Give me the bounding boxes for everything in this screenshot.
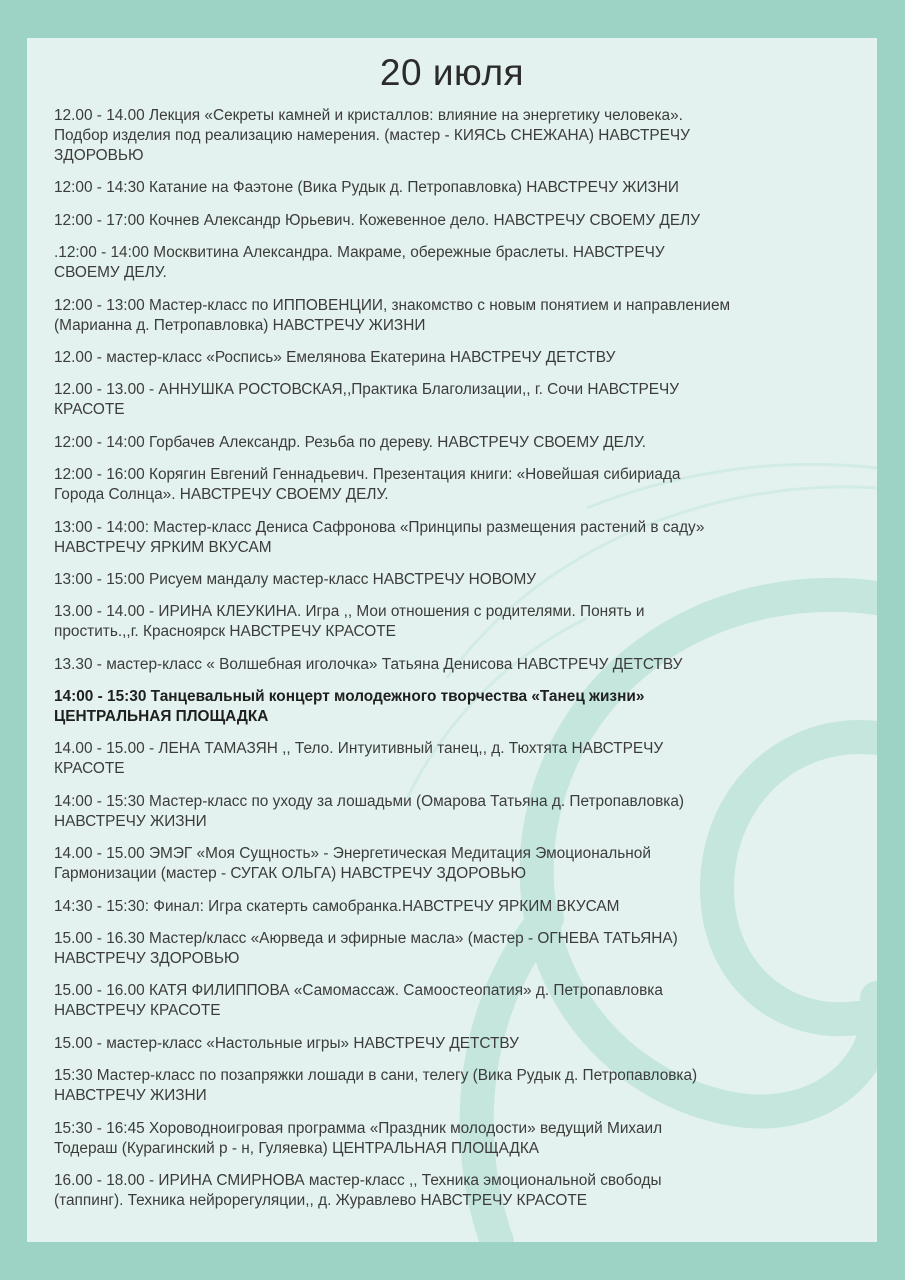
list-item: 15.00 - мастер-класс «Настольные игры» НАВСТРЕЧУ ДЕТСТВУ — [54, 1034, 519, 1052]
list-item: 15:30 - 16:45 Хороводноигровая программа «Праздник молодости» ведущий Михаил Тодераш (Курагинский р - н, Гуляевка) ЦЕНТРАЛЬНАЯ ПЛОЩАДКА — [54, 1119, 663, 1157]
list-item: 13.00 - 14.00 - ИРИНА КЛЕУКИНА. Игра ,, Мои отношения с родителями. Понять и простить.,,г. Красноярск НАВСТРЕЧУ КРАСОТЕ — [54, 603, 645, 641]
list-item: 16.00 - 18.00 - ИРИНА СМИРНОВА мастер-класс ,, Техника эмоциональной свободы (таппинг). Техника нейрорегуляции,, д. Журавлево НАВСТРЕЧУ КРАСОТЕ — [54, 1171, 662, 1209]
list-item: 15.00 - 16.00 КАТЯ ФИЛИППОВА «Самомассаж. Самоостеопатия» д. Петропавловка НАВСТРЕЧУ КРАСОТЕ — [54, 982, 663, 1020]
list-item: 12.00 - 14.00 Лекция «Секреты камней и кристаллов: влияние на энергетику человека». Подбор изделия под реализацию намерения. (мастер - КИЯСЬ СНЕЖАНА) НАВСТРЕЧУ ЗДОРОВЬЮ — [54, 107, 690, 164]
list-item: 14:00 - 15:30 Мастер-класс по уходу за лошадьми (Омарова Татьяна д. Петропавловка) НАВСТРЕЧУ ЖИЗНИ — [54, 792, 685, 830]
list-item: 12:00 - 13:00 Мастер-класс по ИППОВЕНЦИИ, знакомство с новым понятием и направлением (Марианна д. Петропавловка) НАВСТРЕЧУ ЖИЗНИ — [54, 296, 731, 334]
list-item: 14.00 - 15.00 - ЛЕНА ТАМАЗЯН ,, Тело. Интуитивный танец,, д. Тюхтята НАВСТРЕЧУ КРАСОТЕ — [54, 740, 664, 778]
list-item: 13:00 - 14:00: Мастер-класс Дениса Сафронова «Принципы размещения растений в саду» НАВСТРЕЧУ ЯРКИМ ВКУСАМ — [54, 518, 705, 556]
list-item: .12:00 - 14:00 Москвитина Александра. Макраме, обережные браслеты. НАВСТРЕЧУ СВОЕМУ ДЕЛУ. — [54, 244, 665, 282]
list-item: 14:30 - 15:30: Финал: Игра скатерть самобранка.НАВСТРЕЧУ ЯРКИМ ВКУСАМ — [54, 897, 620, 915]
list-item: 13.30 - мастер-класс « Волшебная иголочка» Татьяна Денисова НАВСТРЕЧУ ДЕТСТВУ — [54, 655, 683, 673]
list-item: 12:00 - 16:00 Корягин Евгений Геннадьевич. Презентация книги: «Новейшая сибириада Города Солнца». НАВСТРЕЧУ СВОЕМУ ДЕЛУ. — [54, 466, 681, 504]
schedule-panel — [27, 38, 877, 1242]
list-item: 12:00 - 17:00 Кочнев Александр Юрьевич. Кожевенное дело. НАВСТРЕЧУ СВОЕМУ ДЕЛУ — [54, 211, 700, 229]
list-item: 12:00 - 14:00 Горбачев Александр. Резьба по дереву. НАВСТРЕЧУ СВОЕМУ ДЕЛУ. — [54, 433, 646, 451]
highlighted-list-item: 14:00 - 15:30 Танцевальный концерт молодежного творчества «Танец жизни» ЦЕНТРАЛЬНАЯ ПЛОЩАДКА — [54, 688, 645, 726]
list-item: 12.00 - мастер-класс «Роспись» Емелянова Екатерина НАВСТРЕЧУ ДЕТСТВУ — [54, 348, 616, 366]
list-item: 13:00 - 15:00 Рисуем мандалу мастер-класс НАВСТРЕЧУ НОВОМУ — [54, 570, 537, 588]
list-item: 15.00 - 16.30 Мастер/класс «Аюрведа и эфирные масла» (мастер - ОГНЕВА ТАТЬЯНА) НАВСТРЕЧУ ЗДОРОВЬЮ — [54, 930, 678, 968]
list-item: 14.00 - 15.00 ЭМЭГ «Моя Сущность» - Энергетическая Медитация Эмоциональной Гармонизации (мастер - СУГАК ОЛЬГА) НАВСТРЕЧУ ЗДОРОВЬЮ — [54, 845, 651, 883]
list-item: 15:30 Мастер-класс по позапряжки лошади в сани, телегу (Вика Рудык д. Петропавловка) НАВСТРЕЧУ ЖИЗНИ — [54, 1067, 698, 1105]
list-item: 12:00 - 14:30 Катание на Фаэтоне (Вика Рудык д. Петропавловка) НАВСТРЕЧУ ЖИЗНИ — [54, 179, 679, 197]
schedule-list — [54, 106, 854, 1223]
list-item: 12.00 - 13.00 - АННУШКА РОСТОВСКАЯ,,Практика Благолизации,, г. Сочи НАВСТРЕЧУ КРАСОТЕ — [54, 381, 680, 419]
page-title: 20 июля — [379, 52, 525, 93]
